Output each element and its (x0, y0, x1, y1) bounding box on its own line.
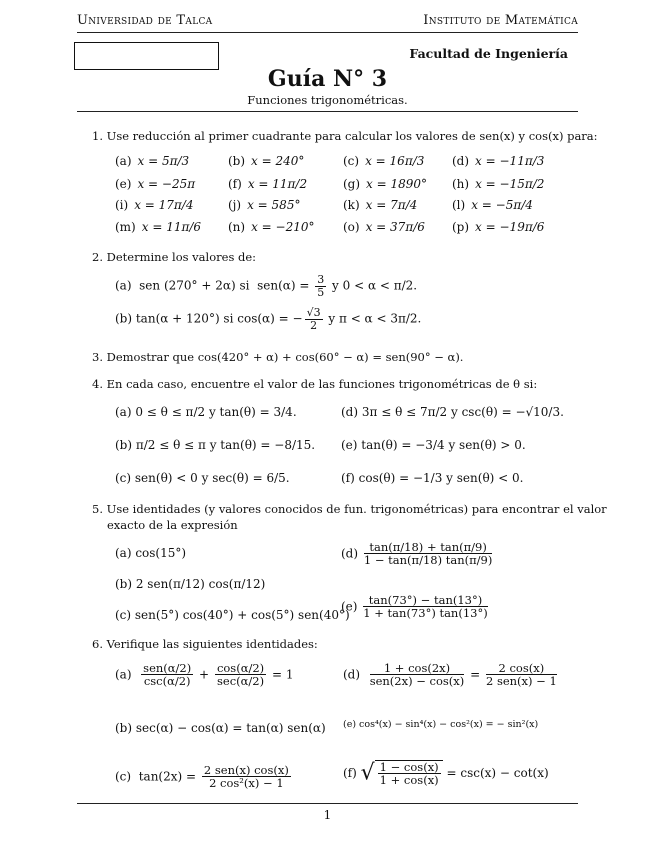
q6-item-b: (b) sec(α) − cos(α) = tan(α) sen(α) (115, 721, 326, 735)
q5-item-a: (a) cos(15°) (115, 546, 187, 560)
q1-item (452, 198, 533, 212)
q1-item-expr: x = 37π/6 (365, 220, 425, 234)
q1-item (115, 220, 201, 234)
q4-prompt: 4. En cada caso, encuentre el valor de las funciones trigonométricas de θ si: (92, 377, 538, 391)
q1-item (343, 198, 417, 212)
q1-item-label: (f) (228, 177, 242, 191)
q1-item-expr: x = −19π/6 (475, 220, 545, 234)
q1-item-expr: x = −5π/4 (471, 198, 533, 212)
q4-item-a: (a) 0 ≤ θ ≤ π/2 y tan(θ) = 3/4. (115, 405, 297, 419)
q1-item-expr: x = 240° (251, 154, 305, 168)
q6-item-e: (e) cos⁴(x) − sin⁴(x) − cos²(x) = − sin²(x) (343, 719, 539, 730)
q1-item-expr: x = 11π/6 (141, 220, 202, 234)
q5-prompt-line1: 5. Use identidades (y valores conocidos de fun. trigonométricas) para encontrar el valor (92, 502, 607, 516)
q1-item-label: (e) (115, 177, 132, 191)
q5-item-e: (e) $\frac{\tan(73^\circ) - \tan(13^\circ)}{1 + \tan(73^\circ) \tan(13^\circ)}$ (341, 593, 488, 621)
q1-item (228, 154, 304, 168)
q1-item-expr: x = 17π/4 (134, 198, 194, 212)
q1-item (228, 177, 307, 191)
university-name: Universidad de Talca (77, 13, 213, 28)
q1-item (452, 177, 544, 191)
q1-item-label: (o) (343, 220, 360, 234)
q1-item (452, 220, 544, 234)
q1-item-label: (n) (228, 220, 246, 234)
q1-item (115, 177, 195, 191)
q4-item-f: (f) cos(θ) = −1/3 y sen(θ) < 0. (341, 471, 524, 485)
q6-item-c: (c) tan(2x) = $\frac{\text{2 sen(x) cos(x)}}{\text{2 cos²(x) − 1}}$ (115, 763, 289, 791)
q1-item-label: (p) (452, 220, 470, 234)
q1-item-label: (l) (452, 198, 466, 212)
q1-item-label: (b) (228, 154, 246, 168)
q1-item-expr: x = −15π/2 (475, 177, 545, 191)
title-rule (77, 111, 578, 112)
q5-item-c: (c) sen(5°) cos(40°) + cos(5°) sen(40°) (115, 608, 350, 622)
q1-item (343, 177, 427, 191)
page-title: Guía N° 3 (267, 66, 388, 92)
q1-item-expr: x = −210° (251, 220, 315, 234)
q4-item-d: (d) 3π ≤ θ ≤ 7π/2 y csc(θ) = −√10/3. (341, 405, 564, 419)
q1-item-expr: x = 1890° (366, 177, 428, 191)
page-subtitle: Funciones trigonométricas. (247, 93, 408, 107)
q1-item-label: (k) (343, 198, 360, 212)
footer-rule (77, 803, 578, 804)
q1-item (115, 154, 189, 168)
q6-item-a: (a) $\frac{\text{sen(α/2)}}{\csc(\alpha/2)}$ + $\frac{\cos(\alpha/2)}{\sec(\alpha/2)}$ = 1 (115, 661, 294, 689)
q6-prompt: 6. Verifique las siguientes identidades: (92, 637, 318, 651)
q4-item-c: (c) sen(θ) < 0 y sec(θ) = 6/5. (115, 471, 290, 485)
q1-item-expr: x = −11π/3 (475, 154, 545, 168)
q1-item-expr: x = 585° (247, 198, 301, 212)
q1-item (343, 220, 425, 234)
q1-item-label: (d) (452, 154, 470, 168)
q1-item (228, 198, 300, 212)
q1-item (115, 198, 194, 212)
q1-prompt: 1. Use reducción al primer cuadrante para calcular los valores de sen(x) y cos(x) para: (92, 129, 598, 143)
header-rule (77, 32, 578, 33)
q1-item-label: (m) (115, 220, 136, 234)
q1-item-expr: x = 16π/3 (365, 154, 425, 168)
q4-item-b: (b) π/2 ≤ θ ≤ π y tan(θ) = −8/15. (115, 438, 316, 452)
q1-item-expr: x = 7π/4 (365, 198, 418, 212)
q1-item (228, 220, 315, 234)
q1-item-label: (g) (343, 177, 361, 191)
q5-item-d: (d) $\frac{\tan(\pi/18) + \tan(\pi/9)}{1 - \tan(\pi/18) \tan(\pi/9)}$ (341, 540, 493, 568)
q5-prompt-line2: exacto de la expresión (107, 518, 238, 532)
q1-item-label: (a) (115, 154, 132, 168)
q6-item-f: (f) √ $\frac{1 - \cos(x)}{1 + \cos(x)}$ = csc(x) − cot(x) (343, 760, 549, 788)
q4-item-e: (e) tan(θ) = −3/4 y sen(θ) > 0. (341, 438, 526, 452)
q1-item (452, 154, 544, 168)
faculty-name: Facultad de Ingeniería (409, 46, 568, 61)
q1-item-label: (j) (228, 198, 242, 212)
q1-item-label: (c) (343, 154, 360, 168)
q2-prompt: 2. Determine los valores de: (92, 250, 257, 264)
q2-item-b: (b) tan(α + 120°) si cos(α) = − $\frac{√3}{2}$ y π < α < 3π/2. (115, 306, 422, 332)
q6-item-d: (d) $\frac{1 + \cos(2x)}{\text{sen(2x) − cos(x)}}$ = $\frac{2 \cos(x)}{\text{2 sen(x) − 1}}$ (343, 661, 557, 689)
q2-item-a: (a) sen (270° + 2α) si sen(α) = $\frac{3}{5}$ y 0 < α < π/2. (115, 273, 418, 299)
q1-item (343, 154, 424, 168)
q1-item-expr: x = −25π (137, 177, 196, 191)
q1-item-label: (i) (115, 198, 129, 212)
q3-prompt: 3. Demostrar que cos(420° + α) + cos(60° − α) = sen(90° − α). (92, 350, 464, 364)
page-number: 1 (323, 808, 332, 822)
q5-item-b: (b) 2 sen(π/12) cos(π/12) (115, 577, 266, 591)
q1-item-expr: x = 5π/3 (137, 154, 190, 168)
q1-item-expr: x = 11π/2 (247, 177, 308, 191)
q1-item-label: (h) (452, 177, 470, 191)
institute-name: Instituto de Matemática (423, 13, 578, 28)
